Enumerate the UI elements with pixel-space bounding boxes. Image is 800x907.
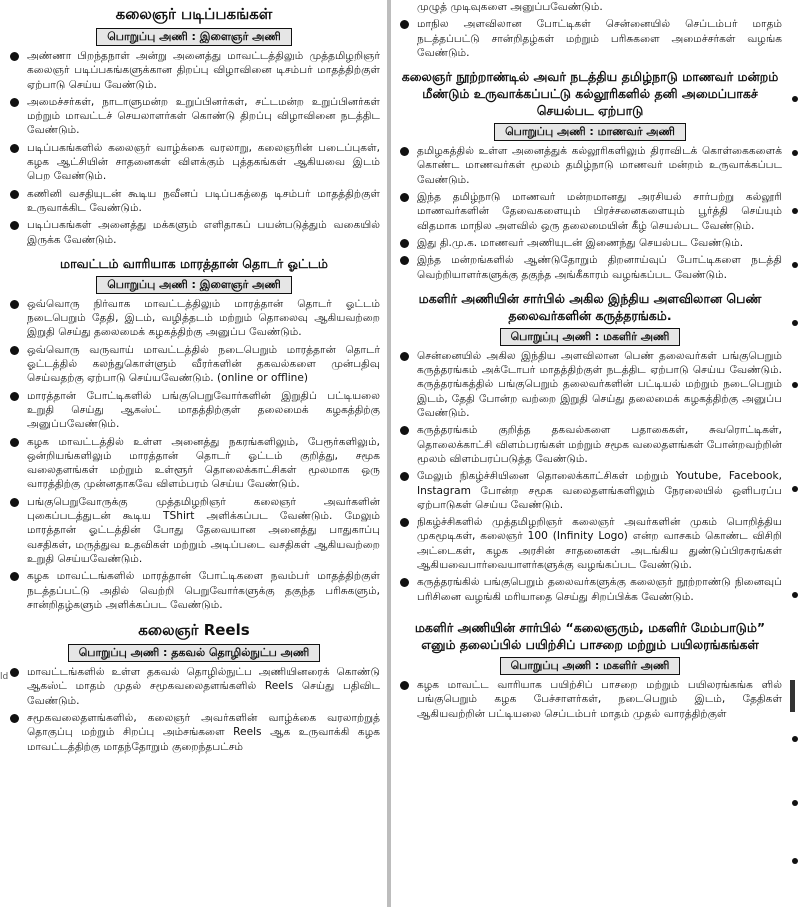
next-column-edge <box>788 0 800 907</box>
bullet-icon <box>400 193 409 202</box>
bullet-icon <box>10 346 19 355</box>
bullet-list <box>8 49 380 247</box>
bullet-icon <box>792 858 798 864</box>
bullet-icon <box>400 256 409 265</box>
list-item: மாரத்தான் போட்டிகளில் பங்குபெறுவோர்களின் இறுதிப் பட்டியலை உறுதி செய்து ஆகஸ்ட் மாதத்திற்குள் தலைமைக் கழகத்திற்கு அனுப்பவேண்டும். <box>8 389 380 432</box>
bullet-icon <box>10 52 19 61</box>
bullet-icon <box>10 190 19 199</box>
list-item: கழக மாவட்ட வாரியாக பயிற்சிப் பாசறை மற்றும் பயிலரங்கங்க ளில் பங்குபெறும் கழக பேச்சாளர்கள், நடைபெறும் இடம், தேதிகள் ஆகியவற்றின் பட்டியலை செப்டம்பர் மாதம் முதல் வாரத்திற்குள் <box>398 678 782 721</box>
list-item: பங்குபெறுவோருக்கு முத்தமிழறிஞர் கலைஞர் அவர்களின் புகைப்படத்துடன் கூடிய TShirt அளிக்கப்பட வேண்டும். மேலும் மாரத்தான் ஓட்டத்தின் போது தேவையான அனைத்து பாதுகாப்பு வசதிகள், மருத்துவ உதவிகள் மற்றும் அடிப்படை வசதிகள் ஆகியவற்றை உறுதி செய்யவேண்டும். <box>8 495 380 566</box>
list-item: படிப்பகங்களில் கலைஞர் வாழ்க்கை வரலாறு, கலைஞரின் படைப்புகள், கழக ஆட்சியின் சாதனைகள் விளக்கும் புத்தகங்கள் ஆகியவை இடம் பெற வேண்டும். <box>8 141 380 184</box>
list-item: அமைச்சர்கள், நாடாளுமன்ற உறுப்பினர்கள், சட்டமன்ற உறுப்பினர்கள் மற்றும் மாவட்டச் செயலாளர்கள் கொண்டு திறப்பு விழாவினை நடத்திட வேண்டும். <box>8 95 380 138</box>
bullet-icon <box>10 300 19 309</box>
list-item: படிப்பகங்கள் அனைத்து மக்களும் எளிதாகப் பயன்படுத்தும் வகையில் இருக்க வேண்டும். <box>8 218 380 247</box>
bullet-icon <box>10 98 19 107</box>
bullet-list <box>398 678 782 721</box>
bullet-icon <box>792 150 798 156</box>
bullet-icon <box>400 472 409 481</box>
edge-bar <box>790 680 795 712</box>
bullet-icon <box>10 438 19 447</box>
bullet-icon <box>10 392 19 401</box>
list-item: மாவட்டங்களில் உள்ள தகவல் தொழில்நுட்ப அணியினரைக் கொண்டு ஆகஸ்ட் மாதம் முதல் சமூகவலைதளங்களில் Reels செய்து பதிவிட வேண்டும். <box>8 665 380 708</box>
bullet-icon <box>792 208 798 214</box>
bullet-icon <box>400 20 409 29</box>
bullet-list <box>398 17 782 60</box>
left-column <box>0 0 386 757</box>
list-item-continued: முழுத் முடிவுகளை அனுப்பவேண்டும். <box>417 1 603 13</box>
list-item: அண்ணா பிறந்தநாள் அன்று அனைத்து மாவட்டத்திலும் முத்தமிழறிஞர் கலைஞர் படிப்பகங்களுக்கான திறப்பு விழாவினை டிசம்பர் மாதத்திற்குள் ஏற்பாடு செய்ய வேண்டும். <box>8 49 380 92</box>
list-item: ஒவ்வொரு நிர்வாக மாவட்டத்திலும் மாரத்தான் தொடர் ஓட்டம் நடைபெறும் தேதி, இடம், வழித்தடம் மற்றும் தொலைவு ஆகியவற்றை இறுதி செய்து தலைமைக் கழகத்திற்கு அனுப்ப வேண்டும். <box>8 297 380 340</box>
section-title-padippagangal: கலைஞர் படிப்பகங்கள் <box>115 5 273 23</box>
section-title-women-training: மகளிர் அணியின் சார்பில் “கலைஞரும், மகளிர் மேம்பாடும்” எனும் தலைப்பில் பயிற்சிப் பாசறை மற்றும் பயிலரங்கங்கள் <box>414 619 766 652</box>
list-item: தமிழகத்தில் உள்ள அனைத்துக் கல்லூரிகளிலும் திராவிடக் கொள்கைகளைக் கொண்ட மாணவர்கள் மூலம் தமிழ்நாடு மாணவர் மன்றம் உருவாக்கப்பட வேண்டும். <box>398 144 782 187</box>
section-title-women-leaders-seminar: மகளிர் அணியின் சார்பில் அகில இந்திய அளவிலான பெண் தலைவர்களின் கருத்தரங்கம். <box>418 290 762 323</box>
bullet-icon <box>10 498 19 507</box>
list-item: மேலும் நிகழ்ச்சியினை தொலைக்காட்சிகள் மற்றும் Youtube, Facebook, Instagram போன்ற சமூக வலைதளங்களிலும் நேரலையில் ஒளிபரப்ப ஏற்பாடுகள் செய்ய வேண்டும். <box>398 469 782 512</box>
responsibility-badge: பொறுப்பு அணி : மகளிர் அணி <box>500 328 681 346</box>
responsibility-badge: பொறுப்பு அணி : மகளிர் அணி <box>500 657 681 675</box>
list-item: மாநில அளவிலான போட்டிகள் சென்னையில் செப்டம்பர் மாதம் நடத்தப்பட்டு சான்றிதழ்கள் மற்றும் பரிசுகளை அமைச்சர்கள் வழங்க வேண்டும். <box>398 17 782 60</box>
list-item: ஒவ்வொரு வருவாய் மாவட்டத்தில் நடைபெறும் மாரத்தான் தொடர் ஓட்டத்தில் கலந்துகொள்ளும் வீரர்களின் தகவல்களை முன்பதிவு செய்வதற்கு ஏற்பாடு செய்யவேண்டும். (online or offline) <box>8 343 380 386</box>
bullet-list <box>398 349 782 604</box>
list-item: சமூகவலைதளங்களில், கலைஞர் அவர்களின் வாழ்க்கை வரலாற்றுத் தொகுப்பு மற்றும் சிறப்பு அம்சங்களை Reels ஆக உருவாக்கி கழக மாவட்டத்திற்கு மாதந்தோறும் குறைந்தபட்சம் <box>8 711 380 754</box>
bullet-icon <box>792 382 798 388</box>
bullet-icon <box>792 320 798 326</box>
bullet-icon <box>400 426 409 435</box>
bullet-list <box>8 297 380 612</box>
column-divider <box>387 0 391 907</box>
list-item: கருத்தரங்கம் குறித்த தகவல்களை பதாகைகள், சுவரொட்டிகள், தொலைக்காட்சி விளம்பரங்கள் மற்றும் சமூக வலைதளங்கள் போன்றவற்றின் மூலம் விளம்பரப்படுத்த வேண்டும். <box>398 423 782 466</box>
responsibility-badge: பொறுப்பு அணி : தகவல் தொழில்நுட்ப அணி <box>68 644 321 662</box>
page-mark: ld <box>0 672 9 682</box>
list-item: இந்த தமிழ்நாடு மாணவர் மன்றமானது அரசியல் சார்பற்று கல்லூரி மாணவர்களின் தேவைகளையும் பிரச்சனைகளையும் பூர்த்தி செய்யும் விதமாக மாநில அளவில் ஒரு தலைமையின் கீழ் செயல்பட வேண்டும். <box>398 190 782 233</box>
list-item: கழக மாவட்டங்களில் மாரத்தான் போட்டிகளை நவம்பர் மாதத்திற்குள் நடத்தப்பட்டு அதில் வெற்றி பெறுவோர்களுக்கு தகுந்த பரிசுகளும், சான்றிதழ்களும் அளிக்கப்பட வேண்டும். <box>8 569 380 612</box>
bullet-icon <box>792 486 798 492</box>
responsibility-badge: பொறுப்பு அணி : மாணவர் அணி <box>494 123 686 141</box>
bullet-list <box>398 144 782 282</box>
bullet-icon <box>400 518 409 527</box>
right-column <box>392 0 786 724</box>
section-title-student-forum: கலைஞர் நூற்றாண்டில் அவர் நடத்திய தமிழ்நாடு மாணவர் மன்றம் மீண்டும் உருவாக்கப்பட்டு கல்லூரிகளில் தனி அமைப்பாகச் செயல்பட ஏற்பாடு <box>401 69 779 119</box>
bullet-icon <box>10 572 19 581</box>
bullet-icon <box>400 681 409 690</box>
list-item: கணினி வசதியுடன் கூடிய நவீனப் படிப்பகத்தை டிசம்பர் மாதத்திற்குள் உருவாக்கிட வேண்டும். <box>8 187 380 216</box>
list-item: கழக மாவட்டத்தில் உள்ள அனைத்து நகரங்களிலும், பேரூர்களிலும், ஒன்றியங்களிலும் மாரத்தான் தொடர் ஓட்டம் குறித்து, சமூக வலைதளங்கள் மற்றும் உள்ளூர் தொலைக்காட்சிகள் மூலமாக ஒரு வாரத்திற்கு முன்னதாகவே விளம்பரம் செய்ய வேண்டும். <box>8 435 380 492</box>
list-item: நிகழ்ச்சிகளில் முத்தமிழறிஞர் கலைஞர் அவர்களின் முகம் பொறித்திய முகமூடிகள், கலைஞர் 100 (Infinity Logo) என்ற வாசகம் கொண்ட விசிறி அட்டைகள், கழக அரசின் சாதனைகள் அடங்கிய துண்டுப்பிரசுரங்கள் ஆகியவைபார்வையாளர்களுக்கு வழங்கப்பட வேண்டும். <box>398 515 782 572</box>
bullet-icon <box>10 144 19 153</box>
bullet-icon <box>792 800 798 806</box>
bullet-icon <box>400 239 409 248</box>
bullet-icon <box>400 147 409 156</box>
list-item: இது தி.மு.க. மாணவர் அணியுடன் இணைந்து செயல்பட வேண்டும். <box>398 236 782 250</box>
list-item: இந்த மன்றங்களில் ஆண்டுதோறும் திறனாய்வுப் போட்டிகளை நடத்தி வெற்றியாளர்களுக்கு தகுந்த அங்கீகாரம் வழங்கப்பட வேண்டும். <box>398 253 782 282</box>
bullet-icon <box>400 578 409 587</box>
bullet-icon <box>10 221 19 230</box>
bullet-icon <box>10 714 19 723</box>
bullet-icon <box>792 96 798 102</box>
section-title-marathon: மாவட்டம் வாரியாக மாரத்தான் தொடர் ஓட்டம் <box>60 255 328 271</box>
responsibility-badge: பொறுப்பு அணி : இளைஞர் அணி <box>96 28 292 46</box>
bullet-icon <box>400 352 409 361</box>
bullet-icon <box>792 736 798 742</box>
responsibility-badge: பொறுப்பு அணி : இளைஞர் அணி <box>96 276 292 294</box>
list-item: கருத்தரங்கில் பங்குபெறும் தலைவர்களுக்கு கலைஞர் நூற்றாண்டு நினைவுப் பரிசினை வழங்கி மரியாதை செய்து சிறப்பிக்க வேண்டும். <box>398 575 782 604</box>
bullet-list <box>8 665 380 754</box>
bullet-icon <box>792 592 798 598</box>
list-item: சென்னையில் அகில இந்திய அளவிலான பெண் தலைவர்கள் பங்குபெறும் கருத்தரங்கம் அக்டோபர் மாதத்திற்குள் நடத்திட ஏற்பாடு செய்ய வேண்டும். கருத்தரங்கத்தில் பங்குபெறும் தலைவர்களின் பட்டியல் மற்றும் நடைபெறும் இடம், தேதி போன்ற வற்றை இறுதி செய்து தலைமைக் கழகத்திற்கு அனுப்ப வேண்டும். <box>398 349 782 420</box>
bullet-icon <box>792 262 798 268</box>
bullet-icon <box>10 668 19 677</box>
section-title-reels: கலைஞர் Reels <box>138 621 250 640</box>
